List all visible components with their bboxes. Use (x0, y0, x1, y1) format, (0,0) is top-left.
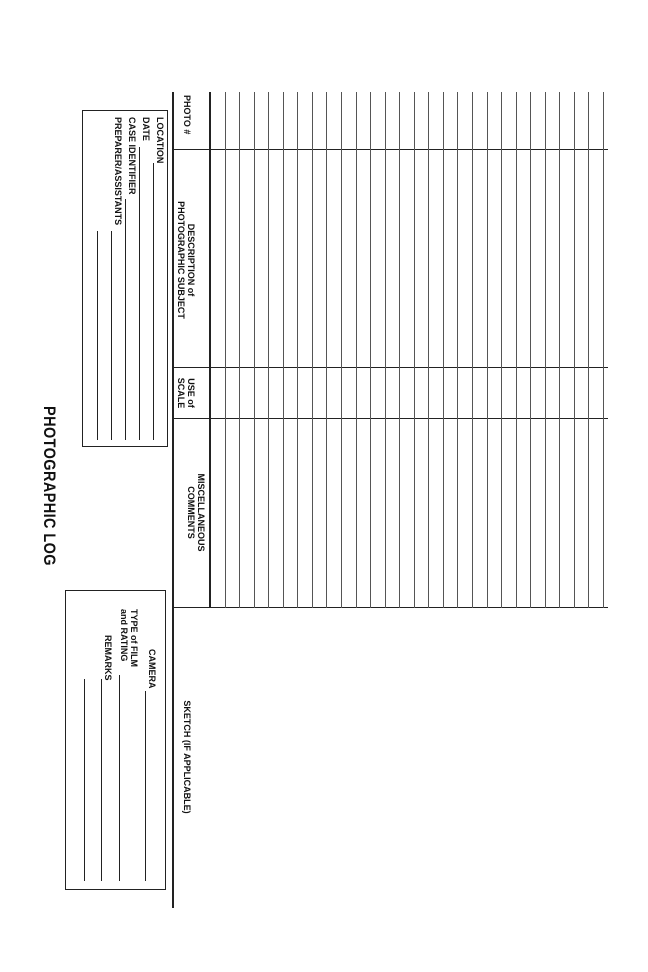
log-row[interactable] (225, 92, 226, 608)
column-photo-number: PHOTO # (182, 95, 192, 135)
form-title: PHOTOGRAPHIC LOG (40, 406, 59, 566)
log-row[interactable] (254, 92, 255, 608)
remarks-label: REMARKS (103, 635, 113, 681)
date-label: DATE (141, 117, 151, 141)
column-description: DESCRIPTION of PHOTOGRAPHIC SUBJECT (176, 201, 196, 319)
log-row[interactable] (283, 92, 284, 608)
log-row[interactable] (443, 92, 444, 608)
column-use-of-scale: USE of SCALE (176, 377, 196, 409)
case-identifier-label: CASE IDENTIFIER (127, 117, 137, 195)
log-row[interactable] (457, 92, 458, 608)
column-divider (172, 367, 608, 368)
case-identifier-field[interactable] (125, 199, 126, 440)
location-field[interactable] (153, 163, 154, 440)
case-info-box (82, 110, 168, 447)
log-row[interactable] (487, 92, 488, 608)
film-type-field[interactable] (119, 675, 120, 881)
log-row[interactable] (326, 92, 327, 608)
log-row[interactable] (399, 92, 400, 608)
preparer-field[interactable] (111, 231, 112, 440)
log-row[interactable] (559, 92, 560, 608)
log-row[interactable] (414, 92, 415, 608)
log-row[interactable] (472, 92, 473, 608)
log-row[interactable] (545, 92, 546, 608)
column-divider (172, 149, 608, 150)
log-row[interactable] (268, 92, 269, 608)
log-row[interactable] (603, 92, 604, 608)
column-sketch: SKETCH (IF APPLICABLE) (182, 700, 192, 814)
log-row[interactable] (385, 92, 386, 608)
log-row[interactable] (588, 92, 589, 608)
preparer-label: PREPARER/ASSISTANTS (113, 117, 123, 226)
preparer-field-line-2[interactable] (97, 231, 98, 440)
remarks-field[interactable] (101, 679, 102, 881)
header-top-rule (172, 92, 174, 908)
log-row[interactable] (341, 92, 342, 608)
log-row[interactable] (516, 92, 517, 608)
camera-field[interactable] (145, 691, 146, 881)
log-row[interactable] (530, 92, 531, 608)
camera-info-box (65, 590, 166, 890)
log-row[interactable] (574, 92, 575, 608)
log-row[interactable] (370, 92, 371, 608)
date-field[interactable] (139, 147, 140, 440)
location-label: LOCATION (155, 117, 165, 164)
log-row[interactable] (501, 92, 502, 608)
log-row[interactable] (312, 92, 313, 608)
log-row[interactable] (356, 92, 357, 608)
log-row[interactable] (239, 92, 240, 608)
column-divider (172, 607, 608, 608)
remarks-field-line-2[interactable] (84, 679, 85, 881)
log-row[interactable] (297, 92, 298, 608)
column-misc-comments: MISCELLANEOUS COMMENTS (186, 473, 206, 552)
log-row[interactable] (428, 92, 429, 608)
film-type-label: TYPE of FILM and RATING (119, 609, 139, 667)
column-divider (172, 418, 608, 419)
header-bottom-rule (209, 92, 211, 608)
camera-label: CAMERA (147, 649, 157, 689)
